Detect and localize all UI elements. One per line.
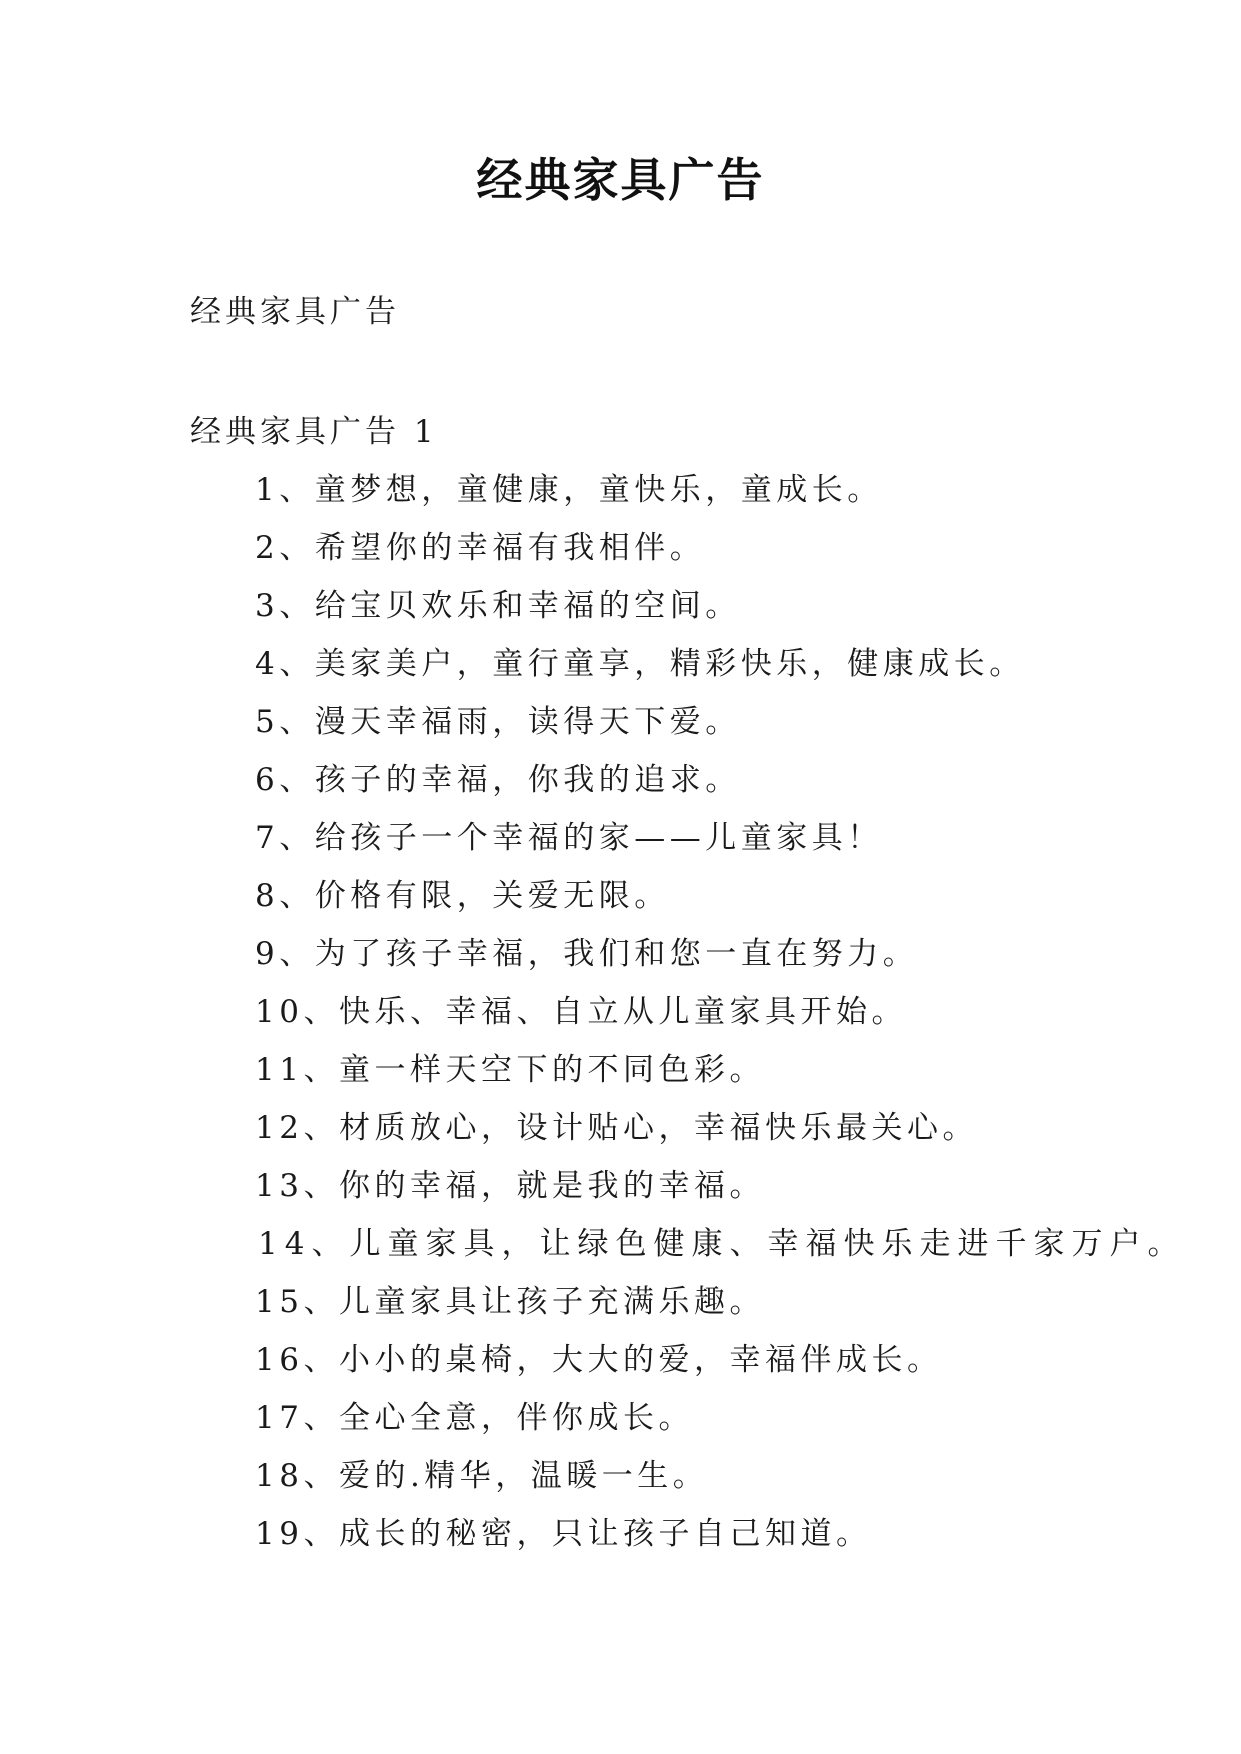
list-item: 10、快乐、幸福、自立从儿童家具开始。 xyxy=(255,994,907,1030)
list-item: 9、为了孩子幸福，我们和您一直在努力。 xyxy=(255,936,919,972)
list-item: 6、孩子的幸福，你我的追求。 xyxy=(255,762,741,798)
list-item: 7、给孩子一个幸福的家——儿童家具！ xyxy=(255,820,883,856)
list-item: 15、儿童家具让孩子充满乐趣。 xyxy=(255,1284,765,1320)
list-item: 1、童梦想，童健康，童快乐，童成长。 xyxy=(255,472,883,508)
list-item: 2、希望你的幸福有我相伴。 xyxy=(255,530,706,566)
list-item: 3、给宝贝欢乐和幸福的空间。 xyxy=(255,588,741,624)
slogan-list xyxy=(255,470,1215,1572)
document-title: 经典家具广告 xyxy=(476,153,765,207)
list-item: 19、成长的秘密，只让孩子自己知道。 xyxy=(255,1516,872,1552)
list-item: 8、价格有限，关爱无限。 xyxy=(255,878,670,914)
list-item: 12、材质放心，设计贴心，幸福快乐最关心。 xyxy=(255,1110,978,1146)
list-item: 11、童一样天空下的不同色彩。 xyxy=(255,1052,765,1088)
list-item: 13、你的幸福，就是我的幸福。 xyxy=(255,1168,765,1204)
list-item: 4、美家美户，童行童享，精彩快乐，健康成长。 xyxy=(255,646,1025,682)
list-item: 18、爱的.精华，温暖一生。 xyxy=(255,1458,709,1494)
list-item: 14、儿童家具，让绿色健康、幸福快乐走进千家万户。 xyxy=(258,1226,1186,1262)
list-item: 17、全心全意，伴你成长。 xyxy=(255,1400,694,1436)
section-heading: 经典家具广告 1 xyxy=(190,414,438,450)
list-item: 16、小小的桌椅，大大的爱，幸福伴成长。 xyxy=(255,1342,943,1378)
document-subtitle: 经典家具广告 xyxy=(190,294,400,330)
list-item: 5、漫天幸福雨，读得天下爱。 xyxy=(255,704,741,740)
